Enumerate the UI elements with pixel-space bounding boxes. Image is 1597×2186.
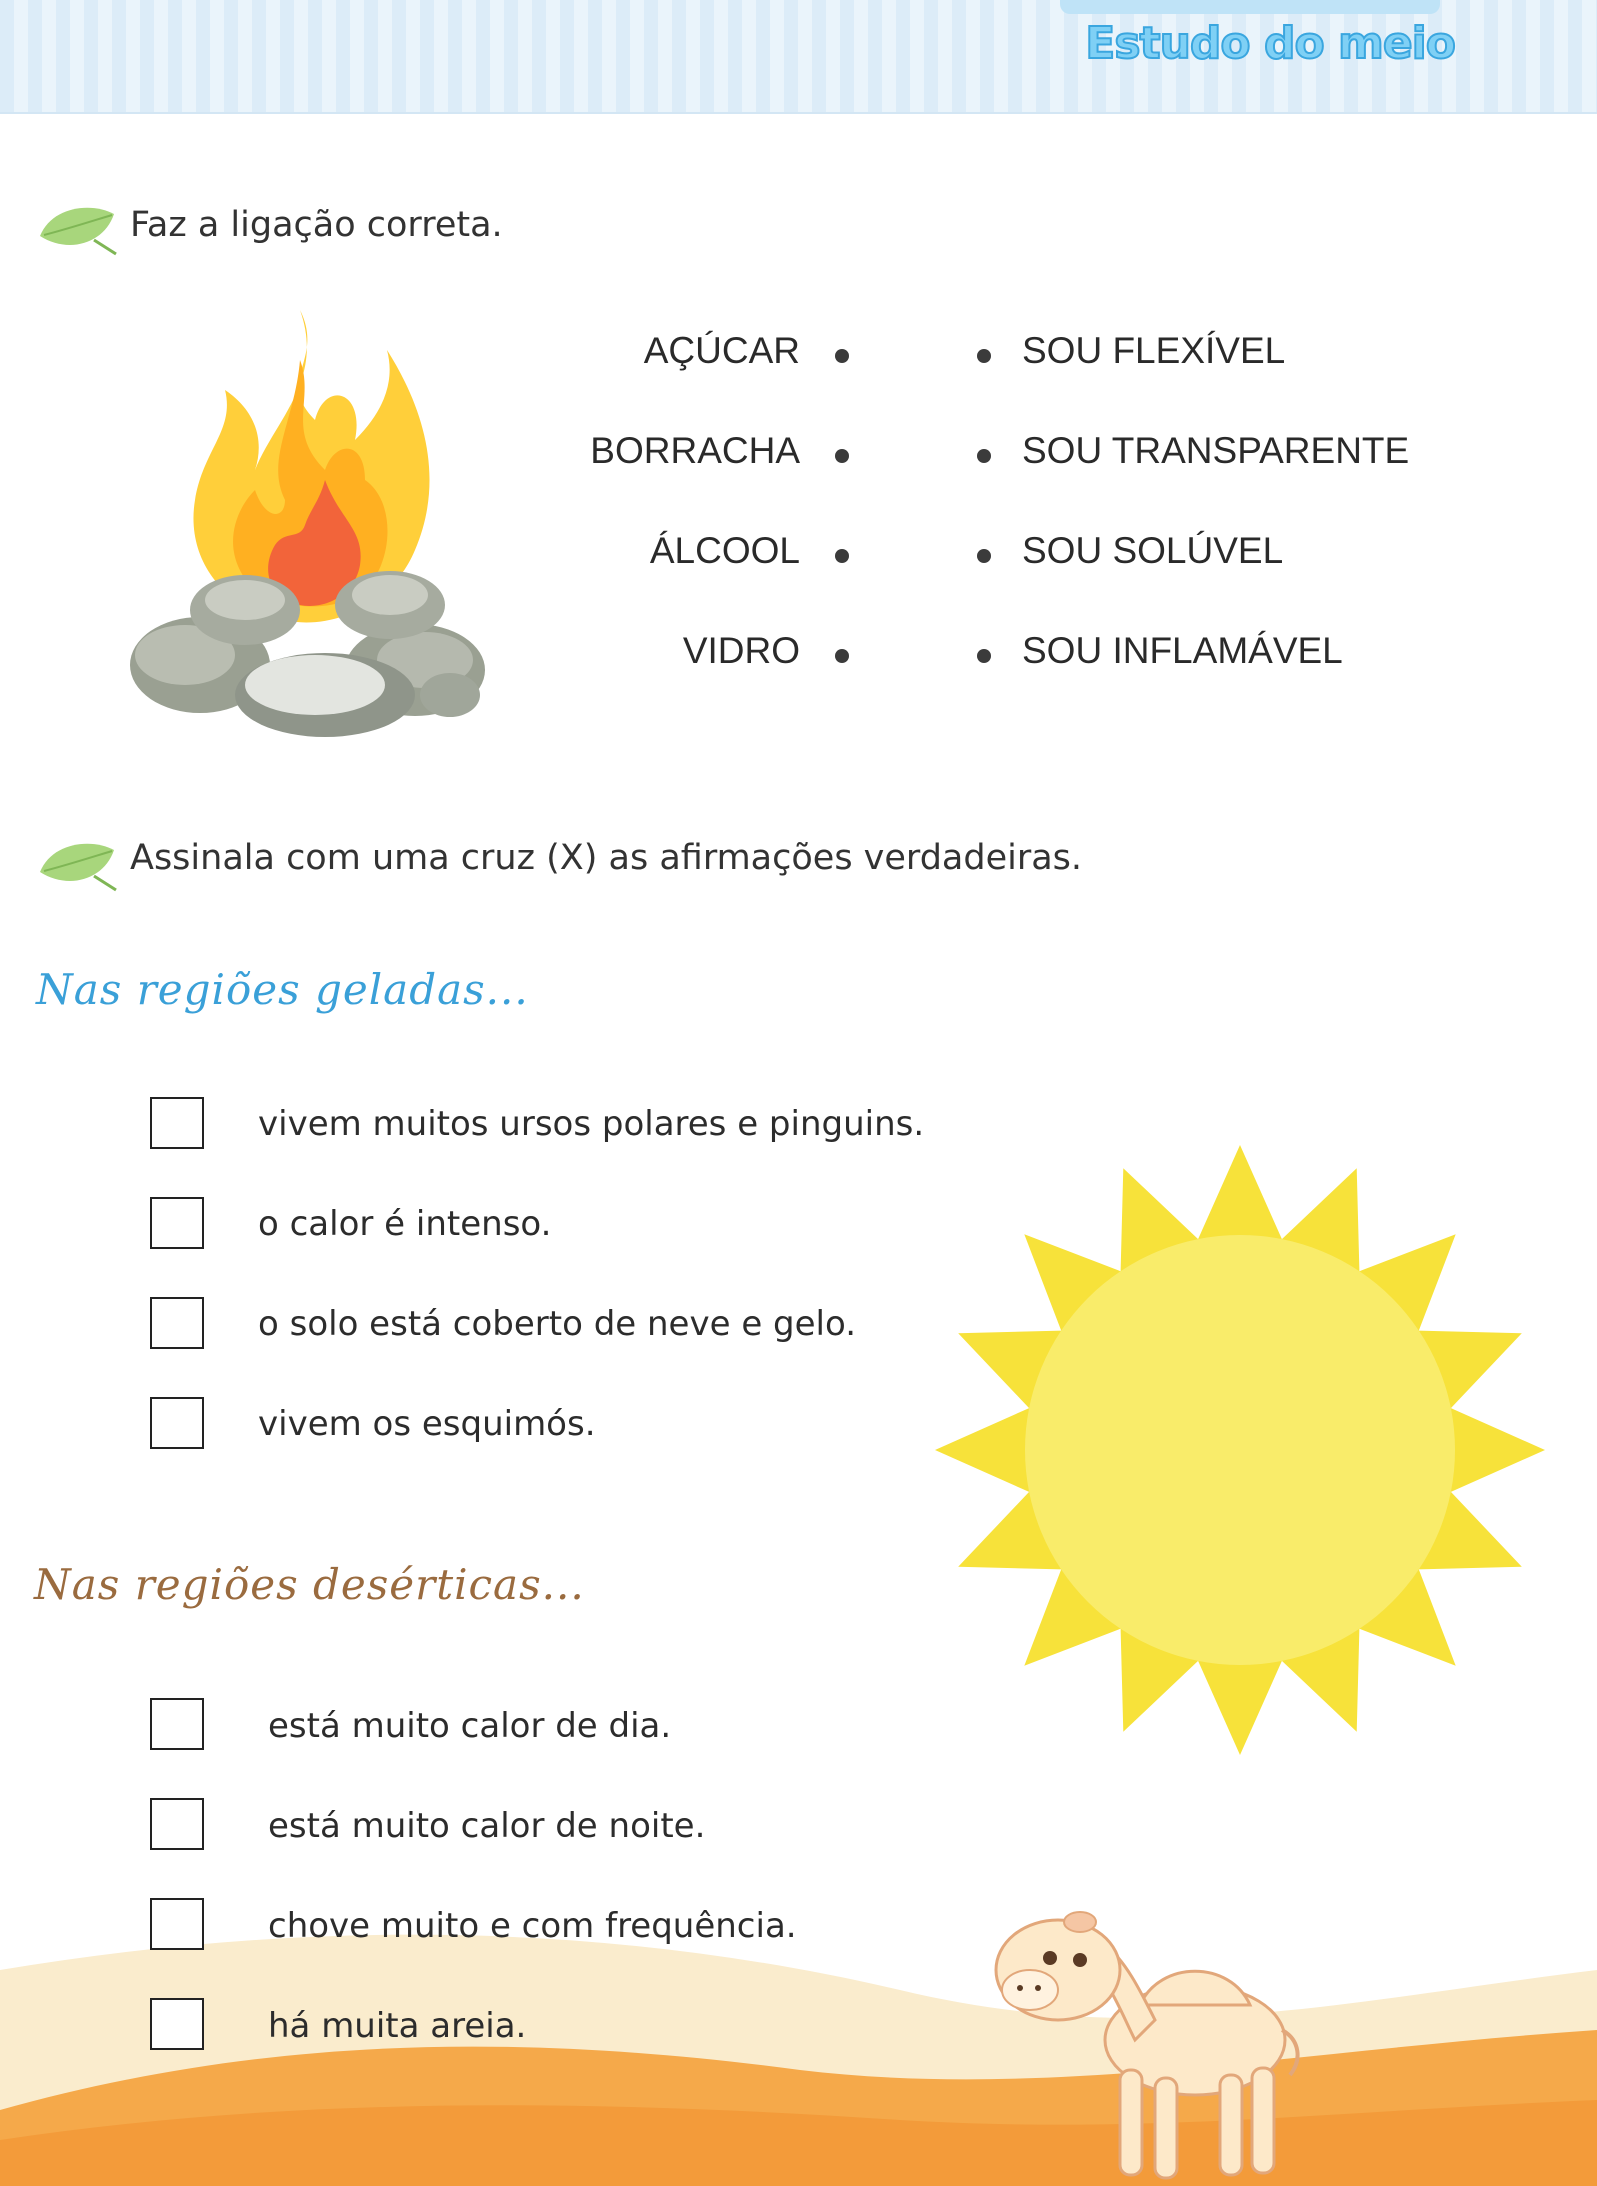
match-dot-right-4[interactable] <box>977 649 991 663</box>
match-right-transparente: SOU TRANSPARENTE <box>1022 430 1410 471</box>
header-tab-decoration <box>1060 0 1440 14</box>
header-band <box>0 0 1597 114</box>
subject-title: Estudo do meio <box>1085 18 1455 69</box>
statement-desert-1: está muito calor de dia. <box>268 1706 672 1746</box>
statement-cold-4: vivem os esquimós. <box>258 1404 596 1444</box>
checkbox-desert-2[interactable] <box>150 1798 204 1850</box>
section-title-cold: Nas regiões geladas... <box>36 965 529 1014</box>
match-dot-left-3[interactable] <box>835 549 849 563</box>
desert-dunes <box>0 1880 1597 2186</box>
checkbox-desert-4[interactable] <box>150 1998 204 2050</box>
checkbox-cold-3[interactable] <box>150 1297 204 1349</box>
checkbox-desert-1[interactable] <box>150 1698 204 1750</box>
instruction-match: Faz a ligação correta. <box>130 205 503 245</box>
statement-desert-4: há muita areia. <box>268 2006 527 2046</box>
match-dot-left-4[interactable] <box>835 649 849 663</box>
statement-desert-2: está muito calor de noite. <box>268 1806 706 1846</box>
leaf-icon <box>34 200 118 256</box>
match-dot-left-2[interactable] <box>835 449 849 463</box>
match-dot-right-3[interactable] <box>977 549 991 563</box>
match-dot-left-1[interactable] <box>835 349 849 363</box>
match-dot-right-2[interactable] <box>977 449 991 463</box>
leaf-icon <box>34 836 118 892</box>
match-left-alcool: ÁLCOOL <box>649 530 800 571</box>
sun-illustration <box>930 1140 1550 1760</box>
match-right-soluvel: SOU SOLÚVEL <box>1022 530 1284 571</box>
checkbox-cold-2[interactable] <box>150 1197 204 1249</box>
section-title-desert: Nas regiões desérticas... <box>34 1560 585 1609</box>
match-right-inflamavel: SOU INFLAMÁVEL <box>1022 630 1343 671</box>
match-right-flexivel: SOU FLEXÍVEL <box>1022 330 1286 371</box>
camel-illustration <box>990 1900 1310 2186</box>
checkbox-cold-1[interactable] <box>150 1097 204 1149</box>
statement-desert-3: chove muito e com frequência. <box>268 1906 797 1946</box>
checkbox-cold-4[interactable] <box>150 1397 204 1449</box>
campfire-illustration <box>125 300 485 740</box>
match-left-vidro: VIDRO <box>682 630 800 671</box>
match-dot-right-1[interactable] <box>977 349 991 363</box>
statement-cold-3: o solo está coberto de neve e gelo. <box>258 1304 857 1344</box>
statement-cold-1: vivem muitos ursos polares e pinguins. <box>258 1104 925 1144</box>
instruction-check: Assinala com uma cruz (X) as afirmações verdadeiras. <box>130 838 1083 878</box>
checkbox-desert-3[interactable] <box>150 1898 204 1950</box>
statement-cold-2: o calor é intenso. <box>258 1204 552 1244</box>
match-left-borracha: BORRACHA <box>590 430 800 471</box>
match-left-acucar: AÇÚCAR <box>643 330 800 371</box>
